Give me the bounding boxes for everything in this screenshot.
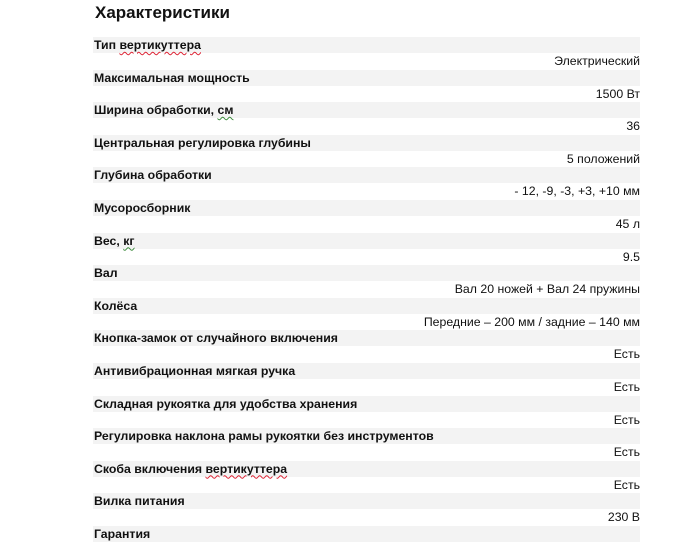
- specifications-list: [93, 37, 640, 559]
- spec-row: [93, 461, 640, 494]
- spec-name: [94, 265, 118, 281]
- spec-value: 36: [626, 119, 640, 134]
- spec-row: [93, 493, 640, 526]
- spec-name-text: Мусоросборник: [94, 200, 191, 215]
- spec-name-text: Вес,: [94, 233, 124, 248]
- spec-row: [93, 363, 640, 396]
- spec-name: [94, 233, 135, 249]
- spec-name: [94, 428, 434, 444]
- spec-value: Передние – 200 мм / задние – 140 мм: [423, 314, 640, 329]
- spec-name: [94, 493, 185, 509]
- spec-name-text: Складная рукоятка для удобства хранения: [94, 396, 358, 411]
- spec-name-text: Антивибрационная мягкая ручка: [94, 363, 296, 378]
- spec-row-band: [93, 233, 640, 249]
- spec-row: [93, 428, 640, 461]
- spec-name: [94, 363, 295, 379]
- spec-value: Есть: [613, 445, 640, 460]
- spec-row: [93, 233, 640, 266]
- spec-row: [93, 37, 640, 70]
- spec-name-text: Регулировка наклона рамы рукоятки без инструментов: [94, 429, 434, 444]
- spec-row: [93, 70, 640, 103]
- spec-name: [94, 135, 311, 151]
- spec-row: [93, 526, 640, 559]
- spec-row: [93, 200, 640, 233]
- spec-value: 5 положений: [566, 151, 640, 166]
- spec-name: [94, 461, 287, 477]
- spec-value: Электрический: [554, 54, 640, 68]
- spec-value: Вал 20 ножей + Вал 24 пружины: [454, 282, 640, 297]
- spec-name-text: Максимальная мощность: [94, 70, 250, 85]
- spec-name-text: Тип: [94, 38, 120, 52]
- spec-name: [94, 167, 212, 183]
- spec-name-text: Колёса: [94, 298, 138, 313]
- spec-name: [94, 396, 357, 412]
- spec-name-text: Глубина обработки: [94, 168, 212, 183]
- spellcheck-marked-word: кг: [123, 233, 135, 248]
- spec-value: 45 л: [615, 216, 640, 231]
- spec-row: [93, 167, 640, 200]
- spellcheck-marked-word: вертикуттера: [119, 38, 201, 52]
- spec-row-band: [93, 298, 640, 314]
- spec-name-text: Гарантия: [94, 526, 151, 541]
- spec-value: Есть: [613, 379, 640, 394]
- spec-name-text: Ширина обработки,: [94, 103, 218, 118]
- spec-value: 9.5: [622, 249, 640, 264]
- spec-value: Есть: [613, 412, 640, 427]
- spec-name: [94, 37, 201, 53]
- spec-row: [93, 102, 640, 135]
- spec-row: [93, 135, 640, 168]
- spec-row-band: [93, 265, 640, 281]
- spec-value: - 12, -9, -3, +3, +10 мм: [514, 184, 640, 199]
- spellcheck-marked-word: вертикуттера: [205, 461, 288, 476]
- spellcheck-marked-word: см: [217, 103, 234, 118]
- spec-row: [93, 396, 640, 429]
- spec-value: Есть: [613, 477, 640, 492]
- spec-row: [93, 265, 640, 298]
- spec-name-text: Вал: [94, 266, 118, 281]
- spec-name-text: Кнопка-замок от случайного включения: [94, 331, 338, 346]
- spec-value: Есть: [613, 347, 640, 362]
- spec-name: [94, 298, 137, 314]
- spec-name-text: Скоба включения: [94, 461, 206, 476]
- spec-name: [94, 70, 250, 86]
- spec-name-text: Вилка питания: [94, 494, 185, 509]
- spec-name-text: Центральная регулировка глубины: [94, 135, 311, 150]
- spec-value: 1500 Вт: [595, 86, 640, 101]
- spec-name: [94, 102, 233, 118]
- spec-row: [93, 298, 640, 331]
- page-heading: Характеристики: [95, 3, 230, 22]
- spec-value: 230 В: [607, 510, 640, 525]
- spec-row: [93, 330, 640, 363]
- spec-name: [94, 200, 190, 216]
- spec-name: [94, 330, 338, 346]
